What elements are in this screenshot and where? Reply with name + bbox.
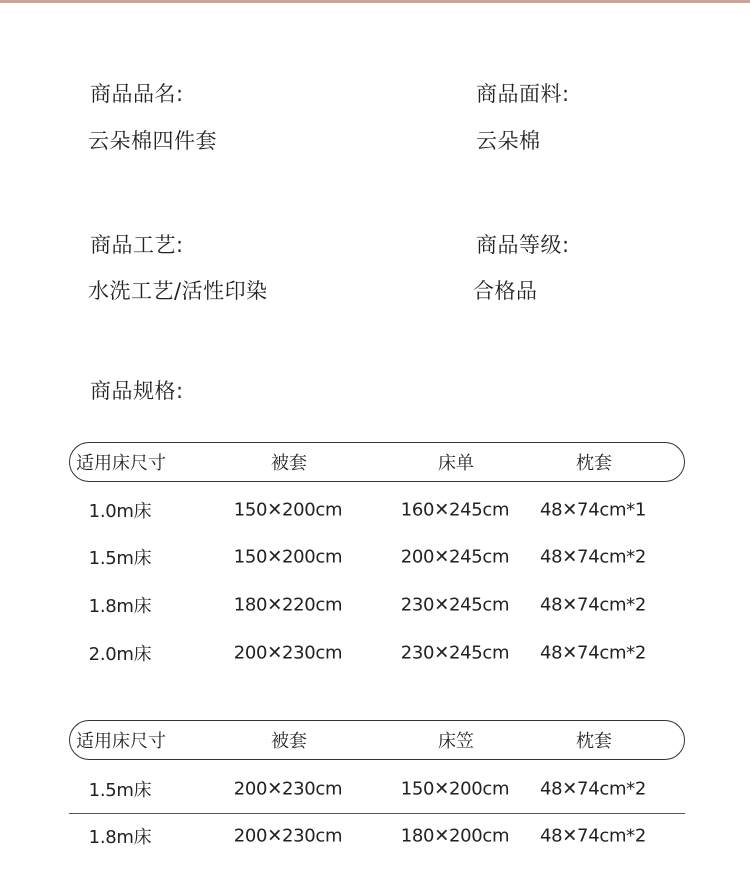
bed-size-cell: 1.5m床 <box>88 780 152 801</box>
table1-header-bed-sheet: 床单 <box>438 453 474 474</box>
grade-value: 合格品 <box>473 279 538 303</box>
product-name-label: 商品品名: <box>90 82 184 106</box>
table1-header-duvet-cover: 被套 <box>271 453 307 474</box>
bed-size-cell: 1.8m床 <box>88 596 152 617</box>
table1-header <box>69 442 685 482</box>
table2-header-pillowcase: 枕套 <box>576 731 612 752</box>
table-row <box>69 490 685 530</box>
fitted-sheet-cell: 150✕200cm <box>400 778 510 800</box>
table-row <box>69 769 685 809</box>
table2-header-duvet-cover: 被套 <box>271 731 307 752</box>
table-row <box>69 816 685 856</box>
table1-header-pillowcase: 枕套 <box>576 453 612 474</box>
duvet-cover-cell: 150✕200cm <box>233 499 343 521</box>
grade-label: 商品等级: <box>476 233 570 257</box>
product-name-value: 云朵棉四件套 <box>88 129 217 153</box>
pillowcase-cell: 48✕74cm*2 <box>539 546 647 568</box>
spec-label: 商品规格: <box>90 379 184 403</box>
bed-size-cell: 1.5m床 <box>88 548 152 569</box>
fitted-sheet-cell: 180✕200cm <box>400 825 510 847</box>
pillowcase-cell: 48✕74cm*2 <box>539 642 647 664</box>
pillowcase-cell: 48✕74cm*2 <box>539 594 647 616</box>
table-row <box>69 537 685 577</box>
bed-size-cell: 1.8m床 <box>88 827 152 848</box>
pillowcase-cell: 48✕74cm*2 <box>539 825 647 847</box>
bed-size-cell: 2.0m床 <box>88 644 152 665</box>
duvet-cover-cell: 180✕220cm <box>233 594 343 616</box>
table2-header-fitted-sheet: 床笠 <box>438 731 474 752</box>
duvet-cover-cell: 150✕200cm <box>233 546 343 568</box>
bed-sheet-cell: 230✕245cm <box>400 594 510 616</box>
fabric-label: 商品面料: <box>476 82 570 106</box>
table2-header <box>69 720 685 760</box>
bed-size-cell: 1.0m床 <box>88 501 152 522</box>
pillowcase-cell: 48✕74cm*1 <box>539 499 647 521</box>
bed-sheet-cell: 200✕245cm <box>400 546 510 568</box>
table-row <box>69 633 685 673</box>
top-accent-rule <box>0 0 750 3</box>
fabric-value: 云朵棉 <box>476 129 541 153</box>
table1-header-bed-size: 适用床尺寸 <box>76 453 166 474</box>
duvet-cover-cell: 200✕230cm <box>233 642 343 664</box>
table-row <box>69 585 685 625</box>
bed-sheet-cell: 160✕245cm <box>400 499 510 521</box>
duvet-cover-cell: 200✕230cm <box>233 778 343 800</box>
pillowcase-cell: 48✕74cm*2 <box>539 778 647 800</box>
bed-sheet-cell: 230✕245cm <box>400 642 510 664</box>
row-divider <box>69 813 685 814</box>
table2-header-bed-size: 适用床尺寸 <box>76 731 166 752</box>
craft-value: 水洗工艺/活性印染 <box>88 279 268 303</box>
duvet-cover-cell: 200✕230cm <box>233 825 343 847</box>
craft-label: 商品工艺: <box>90 233 184 257</box>
